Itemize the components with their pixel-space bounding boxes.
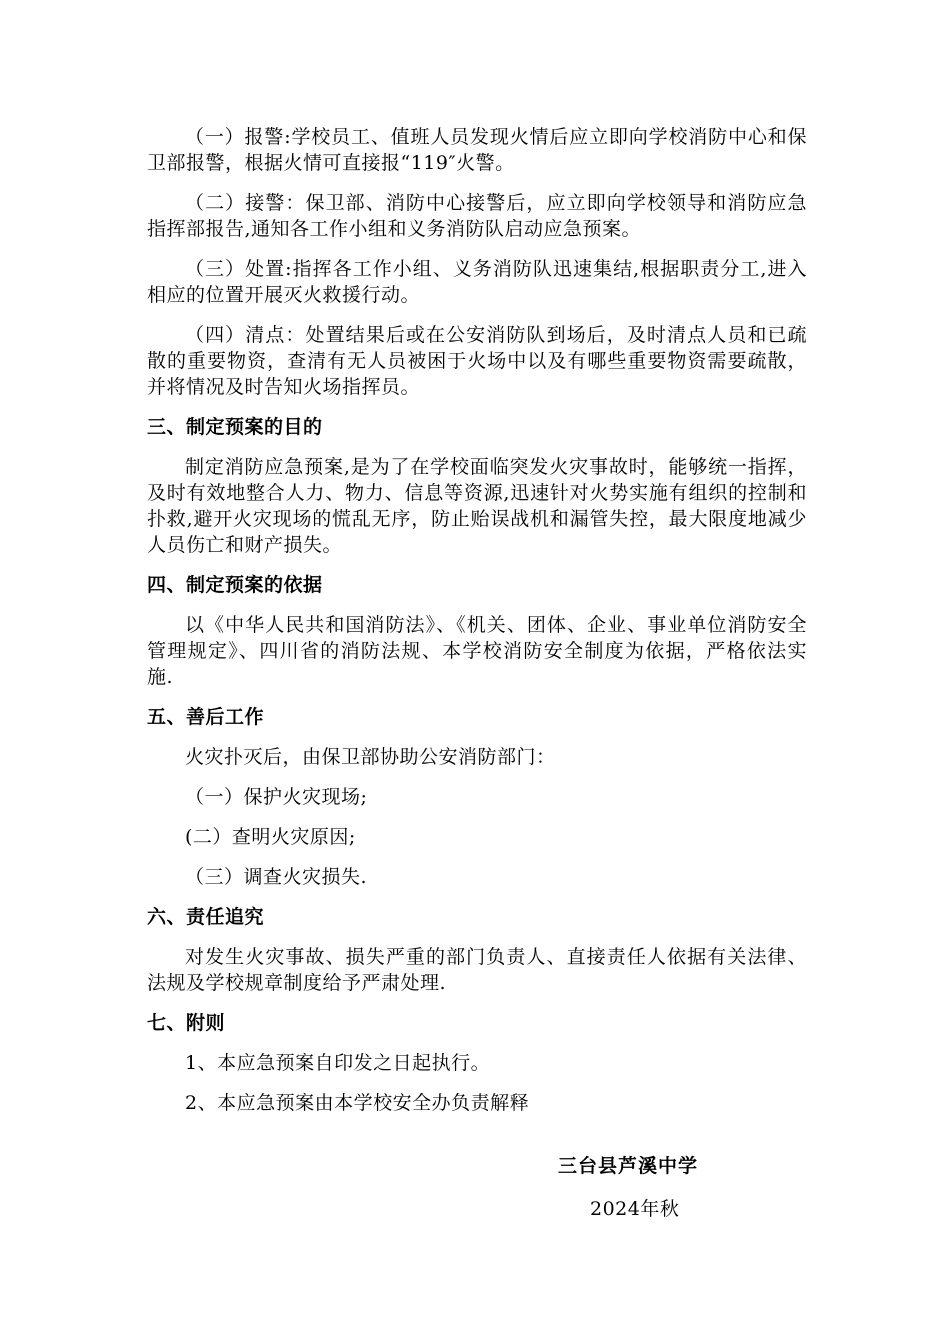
section-heading-appendix: 七、附则 (147, 1012, 226, 1034)
aftermath-item-3: （三）调查火灾损失. (185, 866, 368, 888)
paragraph-basis: 以《中华人民共和国消防法》、《机关、团体、企业、事业单位消防安全管理规定》、四川省的消防法规、本学校消防安全制度为依据，严格依法实施. (147, 614, 807, 688)
paragraph-purpose: 制定消防应急预案,是为了在学校面临突发火灾事故时，能够统一指挥，及时有效地整合人力、物力、信息等资源,迅速针对火势实施有组织的控制和扑救,避开火灾现场的慌乱无序，防止贻误战机和漏管失控，最大限度地减少人员伤亡和财产损失。 (147, 456, 807, 556)
signature-date: 2024年秋 (590, 1198, 680, 1220)
section-heading-aftermath: 五、善后工作 (147, 706, 265, 728)
appendix-item-2: 2、本应急预案由本学校安全办负责解释 (185, 1092, 530, 1114)
paragraph-count: （四）清点：处置结果后或在公安消防队到场后，及时清点人员和已疏散的重要物资，查清有无人员被困于火场中以及有哪些重要物资需要疏散，并将情况及时告知火场指挥员。 (147, 324, 807, 398)
paragraph-accountability: 对发生火灾事故、损失严重的部门负责人、直接责任人依据有关法律、法规及学校规章制度给予严肃处理. (147, 946, 807, 994)
section-heading-accountability: 六、责任追究 (147, 906, 265, 928)
paragraph-handling: （三）处置:指挥各工作小组、义务消防队迅速集结,根据职责分工,进入相应的位置开展灭火救援行动。 (147, 258, 807, 306)
section-heading-basis: 四、制定预案的依据 (147, 574, 323, 596)
signature-school: 三台县芦溪中学 (558, 1155, 699, 1177)
aftermath-item-2: (二）查明火灾原因; (185, 826, 356, 848)
aftermath-item-1: （一）保护火灾现场; (185, 786, 368, 808)
section-heading-purpose: 三、制定预案的目的 (147, 416, 323, 438)
paragraph-alarm: （一）报警:学校员工、值班人员发现火情后应立即向学校消防中心和保卫部报警，根据火情可直接报“119″火警。 (147, 126, 807, 174)
document-body (147, 124, 807, 1130)
paragraph-receive-alarm: （二）接警：保卫部、消防中心接警后，应立即向学校领导和消防应急指挥部报告,通知各工作小组和义务消防队启动应急预案。 (147, 192, 807, 240)
aftermath-intro: 火灾扑灭后，由保卫部协助公安消防部门： (185, 746, 556, 768)
appendix-item-1: 1、本应急预案自印发之日起执行。 (185, 1052, 491, 1074)
